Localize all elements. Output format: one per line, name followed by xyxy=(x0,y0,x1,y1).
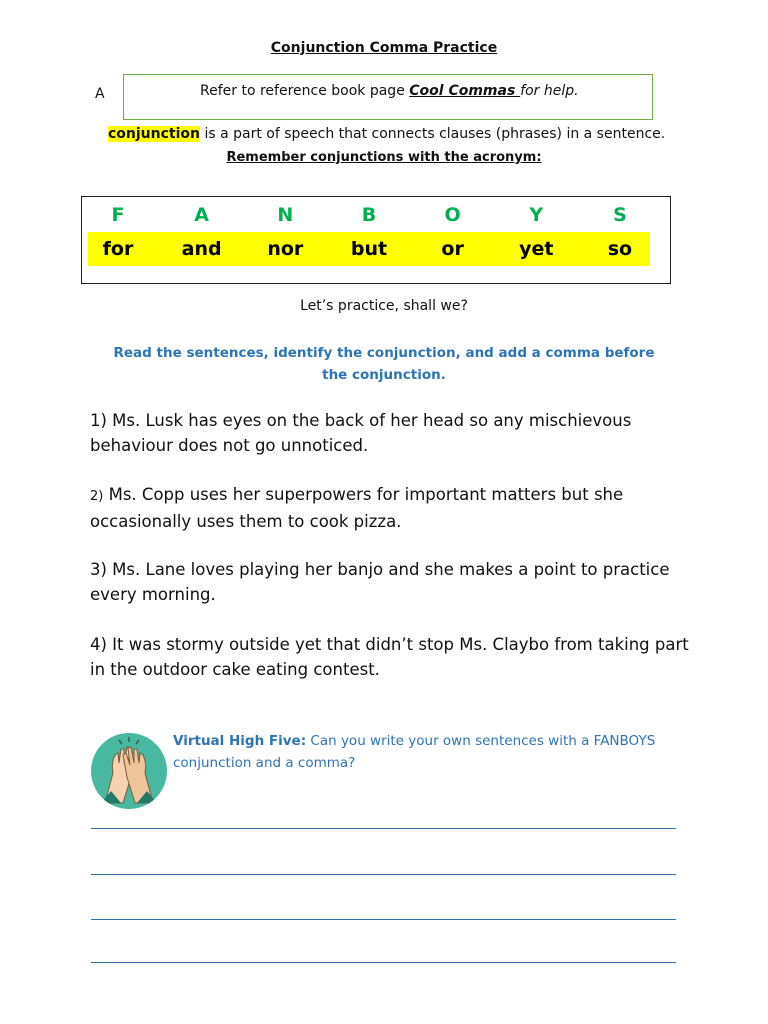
high-five-text: Can you write your own sentences with a FANBOYS conjunction and a comma? xyxy=(173,733,656,771)
answer-line[interactable] xyxy=(91,962,676,963)
fanboys-word: nor xyxy=(267,238,304,260)
fanboys-letter: S xyxy=(613,204,627,226)
sentence-number: 4) xyxy=(90,635,107,654)
sentence-number: 3) xyxy=(90,560,107,579)
answer-line[interactable] xyxy=(91,919,676,920)
reference-book-title: Cool Commas xyxy=(409,83,521,99)
practice-sentence xyxy=(90,408,690,458)
definition-text: is a part of speech that connects clauses (phrases) in a sentence. xyxy=(200,126,666,142)
answer-line[interactable] xyxy=(91,874,676,875)
practice-sentence xyxy=(90,557,690,607)
fanboys-letter: N xyxy=(277,204,294,226)
reference-marker: A xyxy=(95,86,105,102)
reference-suffix: for help. xyxy=(520,83,579,99)
sentence-text: Ms. Lusk has eyes on the back of her head so any mischievous behaviour does not go unnoticed. xyxy=(90,411,632,455)
sentence-number: 1) xyxy=(90,411,107,430)
fanboys-letter: O xyxy=(444,204,461,226)
sentence-text: Ms. Copp uses her superpowers for important matters but she occasionally uses them to cook pizza. xyxy=(90,485,624,531)
fanboys-word: but xyxy=(350,238,388,260)
fanboys-word: and xyxy=(181,238,222,260)
high-five-label: Virtual High Five: xyxy=(173,733,307,749)
answer-line[interactable] xyxy=(91,828,676,829)
fanboys-word: yet xyxy=(519,238,554,260)
practice-sentence xyxy=(90,482,690,534)
acronym-heading: Remember conjunctions with the acronym: xyxy=(226,150,542,165)
virtual-high-five-prompt xyxy=(173,730,693,774)
sentence-text: It was stormy outside yet that didn’t stop Ms. Claybo from taking part in the outdoor cake eating contest. xyxy=(90,635,689,679)
sentence-number: 2) xyxy=(90,489,104,504)
page-title: Conjunction Comma Practice xyxy=(270,40,498,56)
fanboys-letter: F xyxy=(111,204,125,226)
fanboys-word: for xyxy=(102,238,134,260)
conjunction-definition xyxy=(108,126,665,142)
practice-prompt: Let’s practice, shall we? xyxy=(300,298,468,314)
fanboys-letters xyxy=(88,204,650,226)
fanboys-word: or xyxy=(441,238,464,260)
definition-term: conjunction xyxy=(108,126,200,142)
fanboys-word: so xyxy=(607,238,633,260)
fanboys-letter: B xyxy=(361,204,377,226)
reference-prefix: Refer to reference book page xyxy=(200,83,410,99)
fanboys-letter: A xyxy=(194,204,210,226)
sentence-text: Ms. Lane loves playing her banjo and she makes a point to practice every morning. xyxy=(90,560,670,604)
practice-sentence xyxy=(90,632,690,682)
fanboys-words xyxy=(88,232,650,266)
high-five-hands-icon xyxy=(91,733,167,809)
instructions: Read the sentences, identify the conjunction, and add a comma before the conjunction. xyxy=(113,345,655,383)
fanboys-letter: Y xyxy=(529,204,544,226)
reference-note xyxy=(200,83,579,99)
